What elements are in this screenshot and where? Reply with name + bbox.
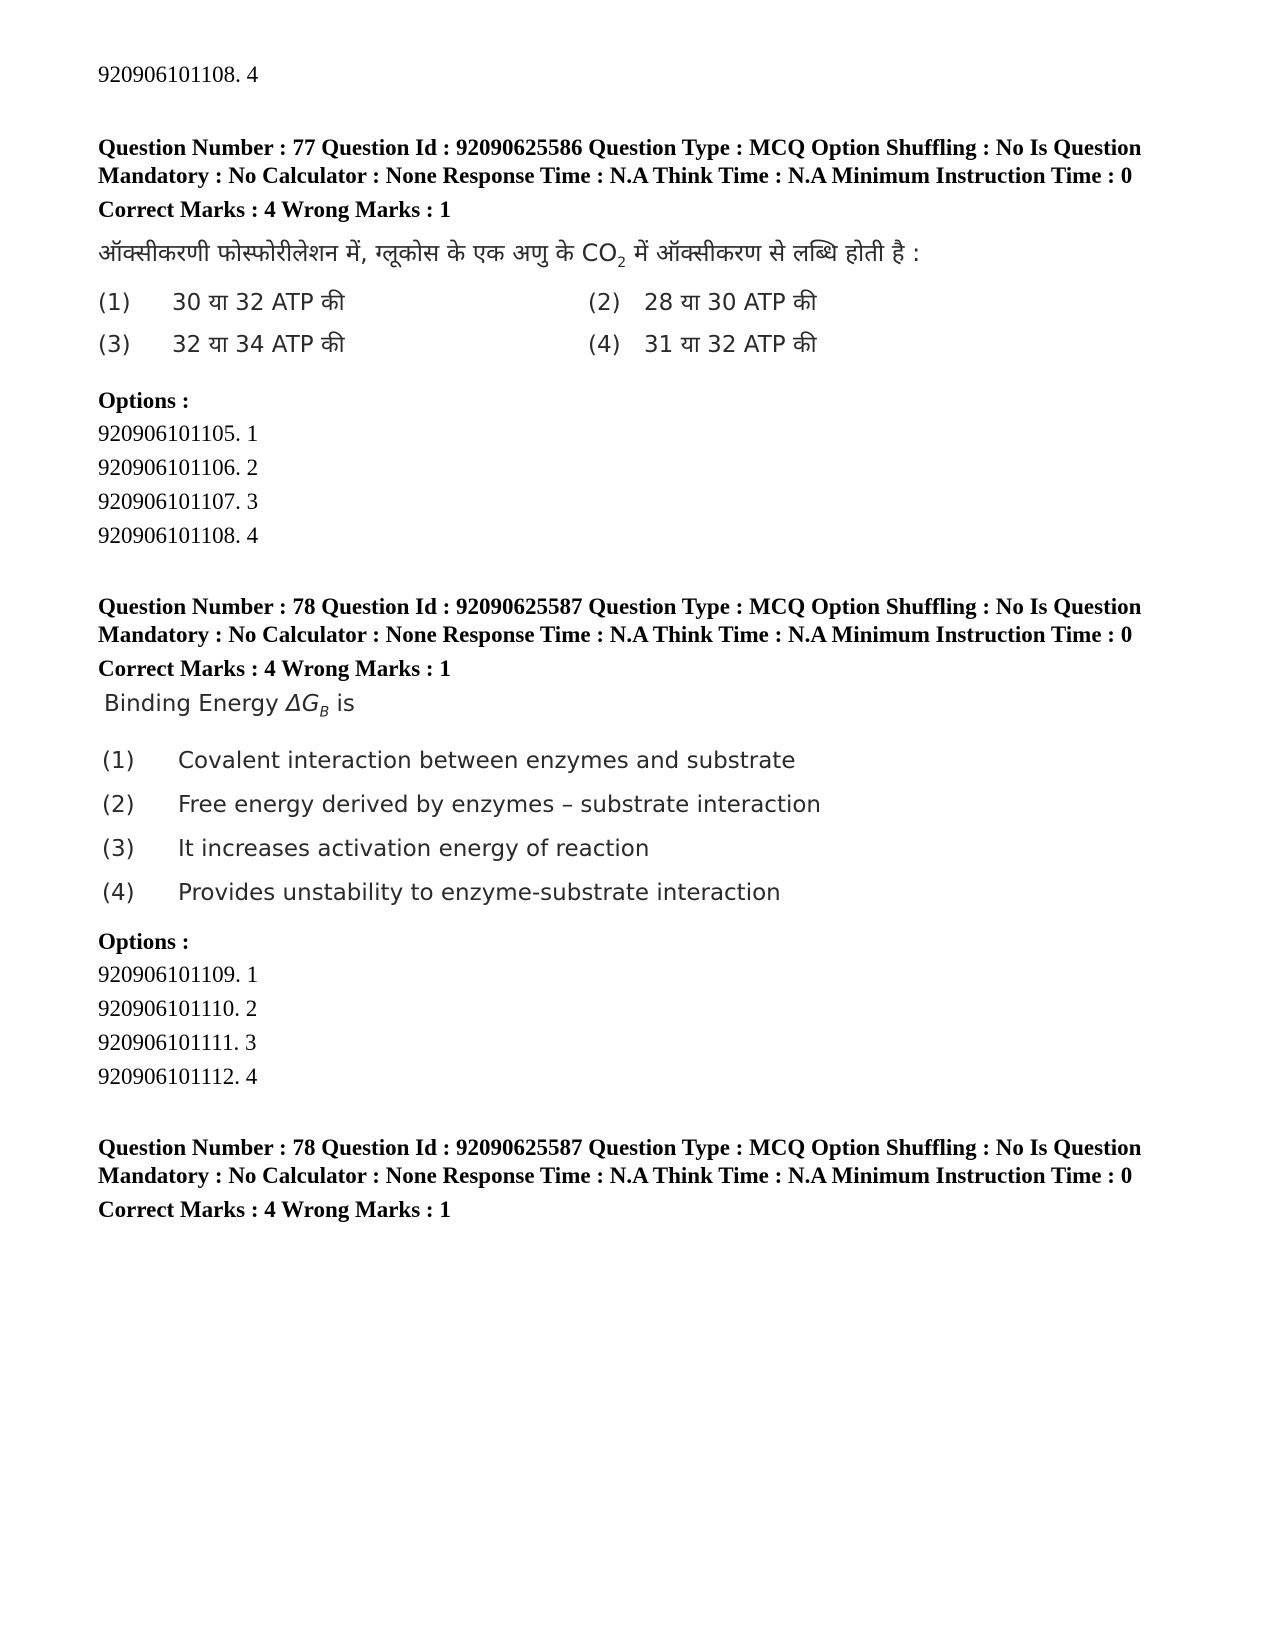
option-line: 920906101106. 2 <box>98 454 259 480</box>
subscript: 2 <box>617 254 627 271</box>
marks-line: Correct Marks : 4 Wrong Marks : 1 <box>98 655 451 681</box>
option-line: 920906101109. 1 <box>98 962 259 988</box>
options-section <box>98 385 1188 553</box>
choice-number: (2) <box>588 289 621 316</box>
options-heading: Options : <box>98 929 190 955</box>
choice-number: (4) <box>588 331 621 358</box>
question-block-77 <box>98 134 1188 553</box>
choice-text: 31 या 32 ATP की <box>644 331 817 358</box>
subscript: B <box>319 704 330 721</box>
question-text-part: Binding Energy <box>104 690 287 717</box>
choice-number: (4) <box>102 880 135 907</box>
question-meta: Question Number : 78 Question Id : 92090625587 Question Type : MCQ Option Shuffling : No Is Question Mandatory : No Calculator : None Response Time : N.A Think Time : N.A Minimum Instruction Time : 0 <box>98 593 1142 647</box>
choices-list <box>98 748 1188 906</box>
marks-line: Correct Marks : 4 Wrong Marks : 1 <box>98 197 451 222</box>
question-text <box>104 691 1188 721</box>
choice-item <box>588 285 1078 317</box>
choice-text: 30 या 32 ATP की <box>172 289 345 316</box>
choice-item <box>102 880 1188 906</box>
marks-line: Correct Marks : 4 Wrong Marks : 1 <box>98 1197 451 1223</box>
option-line: 920906101112. 4 <box>98 1064 258 1090</box>
choice-text: Covalent interaction between enzymes and substrate <box>178 748 796 775</box>
option-line: 920906101108. 4 <box>98 62 259 87</box>
option-line: 920906101111. 3 <box>98 1030 257 1056</box>
option-line: 920906101110. 2 <box>98 996 258 1022</box>
question-block-78-repeat <box>98 1134 1188 1224</box>
choice-text: 28 या 30 ATP की <box>644 289 817 316</box>
choice-number: (3) <box>102 836 135 863</box>
choice-item <box>102 748 1188 774</box>
option-line: 920906101107. 3 <box>98 488 259 514</box>
choice-item <box>588 327 1078 359</box>
choice-item <box>102 836 1188 862</box>
choice-number: (3) <box>98 331 131 358</box>
choice-number: (1) <box>102 748 135 775</box>
choices-grid <box>98 285 1188 359</box>
option-line: 920906101105. 1 <box>98 420 259 446</box>
question-text-part: ऑक्सीकरणी फोस्फोरीलेशन में, ग्लूकोस के एक अणु के CO <box>98 239 618 267</box>
question-text-part: is <box>329 690 355 717</box>
choice-text: It increases activation energy of reaction <box>178 836 650 863</box>
choice-number: (2) <box>102 792 135 819</box>
question-text-part: में ऑक्सीकरण से लब्धि होती है : <box>626 239 921 267</box>
option-line: 920906101108. 4 <box>98 522 259 548</box>
options-section <box>98 926 1188 1094</box>
options-heading: Options : <box>98 387 190 413</box>
question-text <box>98 236 1188 271</box>
choice-text: Free energy derived by enzymes – substrate interaction <box>178 792 822 819</box>
choice-item <box>98 285 588 317</box>
choice-number: (1) <box>98 289 131 316</box>
choice-text: Provides unstability to enzyme-substrate interaction <box>178 880 781 907</box>
choice-item <box>98 327 588 359</box>
choice-text: 32 या 34 ATP की <box>172 331 345 358</box>
document-page <box>98 58 1188 1224</box>
choice-item <box>102 792 1188 818</box>
question-meta: Question Number : 78 Question Id : 92090625587 Question Type : MCQ Option Shuffling : No Is Question Mandatory : No Calculator : None Response Time : N.A Think Time : N.A Minimum Instruction Time : 0 <box>98 1135 1142 1189</box>
question-block-78 <box>98 593 1188 1095</box>
delta-g-symbol: ΔG <box>286 690 320 717</box>
question-meta: Question Number : 77 Question Id : 92090625586 Question Type : MCQ Option Shuffling : No Is Question Mandatory : No Calculator : None Response Time : N.A Think Time : N.A Minimum Instruction Time : 0 <box>98 135 1142 188</box>
